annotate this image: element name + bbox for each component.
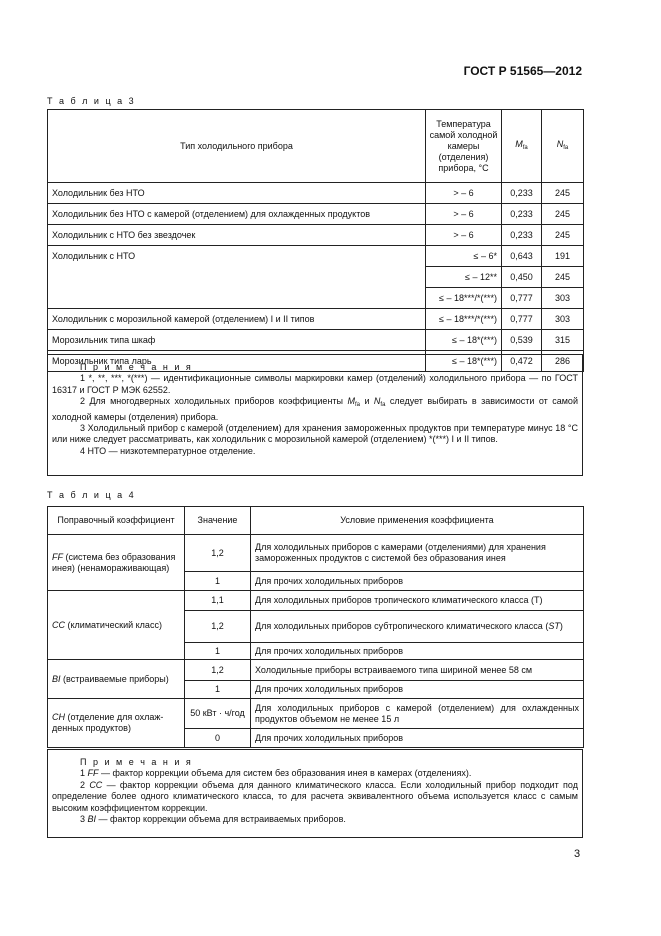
table-row <box>48 309 584 330</box>
row-value: 1 <box>185 643 251 660</box>
row-value: 1 <box>185 681 251 699</box>
row-n: 245 <box>542 204 584 225</box>
row-cond: Для прочих холодильных приборов <box>251 572 584 591</box>
row-cond: Для прочих холодильных приборов <box>251 681 584 699</box>
row-n: 303 <box>542 288 584 309</box>
row-cond: Для прочих холодильных приборов <box>251 643 584 660</box>
row-value: 50 кВт · ч/год <box>185 699 251 729</box>
row-type: Морозильник типа шкаф <box>48 330 426 351</box>
row-type: Холодильник без НТО с камерой (отделением) для охлажденных продуктов <box>48 204 426 225</box>
row-type: Холодильник с морозильной камерой (отделением) I и II типов <box>48 309 426 330</box>
table4-head-factor: Поправочный коэффициент <box>48 507 185 535</box>
row-n: 303 <box>542 309 584 330</box>
row-cond: Для холодильных приборов субтропического климатического класса (ST) <box>251 611 584 643</box>
table3-head-m: $M_{fa}$ <box>502 110 542 183</box>
row-type: Холодильник с НТО без звездочек <box>48 225 426 246</box>
row-temp: ≤ – 18***/*(***) <box>426 309 502 330</box>
row-temp: ≤ – 18*(***) <box>426 330 502 351</box>
row-n: 286 <box>542 351 584 372</box>
row-type: Холодильник с НТО <box>48 246 426 309</box>
row-value: 0 <box>185 729 251 748</box>
page-number: 3 <box>574 848 581 860</box>
row-m: 0,777 <box>502 288 542 309</box>
row-value: 1 <box>185 572 251 591</box>
row-cond: Холодильные приборы встраиваемого типа шириной менее 58 см <box>251 660 584 681</box>
note-1: 1 FF — фактор коррекции объема для систем без образования инея в камерах (отделениях). <box>80 768 472 779</box>
table-row <box>48 660 584 681</box>
table-row <box>48 330 584 351</box>
notes-title: П р и м е ч а н и я <box>80 362 193 372</box>
factor-cc: CC (климатический класс) <box>48 591 185 660</box>
table-row <box>48 535 584 572</box>
row-value: 1,2 <box>185 660 251 681</box>
note-3: 3 BI — фактор коррекции объема для встраиваемых приборов. <box>80 814 346 825</box>
table4 <box>47 506 584 748</box>
table3-head-temp: Температура самой холодной камеры (отделения) прибора, °С <box>426 110 502 183</box>
row-temp: > – 6 <box>426 183 502 204</box>
note-3: 3 Холодильный прибор с камерой (отделением) для хранения замороженных продуктов при температуре минус 18 °С или ниже следует рассматривать, как холодильник с морозильной камерой (отделением) *(***) I и II типов. <box>52 423 578 445</box>
row-n: 245 <box>542 267 584 288</box>
row-temp: ≤ – 18***/*(***) <box>426 288 502 309</box>
row-n: 315 <box>542 330 584 351</box>
row-cond: Для прочих холодильных приборов <box>251 729 584 748</box>
row-n: 191 <box>542 246 584 267</box>
table3-head-type: Тип холодильного прибора <box>48 110 426 183</box>
table-row <box>48 225 584 246</box>
row-temp: ≤ – 18*(***) <box>426 351 502 372</box>
table3-head-n: $N_{fa}$ <box>542 110 584 183</box>
table-row <box>48 204 584 225</box>
table3-header-row <box>48 110 584 183</box>
row-n: 245 <box>542 225 584 246</box>
row-m: 0,539 <box>502 330 542 351</box>
table3-notes <box>47 354 583 476</box>
notes-title: П р и м е ч а н и я <box>80 757 193 767</box>
table4-header-row <box>48 507 584 535</box>
row-temp: ≤ – 6* <box>426 246 502 267</box>
row-temp: > – 6 <box>426 225 502 246</box>
row-m: 0,643 <box>502 246 542 267</box>
row-m: 0,233 <box>502 183 542 204</box>
row-n: 245 <box>542 183 584 204</box>
row-temp: ≤ – 12** <box>426 267 502 288</box>
table4-notes <box>47 749 583 838</box>
table4-head-value: Значение <box>185 507 251 535</box>
row-type: Морозильник типа ларь <box>48 351 426 372</box>
table4-head-cond: Условие применения коэффициента <box>251 507 584 535</box>
table-row <box>48 699 584 729</box>
row-value: 1,1 <box>185 591 251 611</box>
row-m: 0,233 <box>502 225 542 246</box>
row-m: 0,233 <box>502 204 542 225</box>
note-4: 4 НТО — низкотемпературное отделение. <box>80 445 256 456</box>
row-value: 1,2 <box>185 535 251 572</box>
table-row <box>48 246 584 267</box>
table3-caption: Т а б л и ц а 3 <box>47 96 136 106</box>
row-m: 0,472 <box>502 351 542 372</box>
row-cond: Для холодильных приборов с камерами (отделениями) для хранения замороженных продуктов с системой без образования инея <box>251 535 584 572</box>
row-m: 0,450 <box>502 267 542 288</box>
row-temp: > – 6 <box>426 204 502 225</box>
table3 <box>47 109 584 372</box>
document-header: ГОСТ Р 51565—2012 <box>463 64 582 78</box>
row-cond: Для холодильных приборов тропического климатического класса (Т) <box>251 591 584 611</box>
note-2: 2 CC — фактор коррекции объема для данного климатического класса. Если холодильный прибор подходит под определение более одного климатического класса, то для расчета эквивалентного объема используется класс с самым высоким коэффициентом коррекции. <box>52 779 578 813</box>
factor-ff: FF (система без образования инея) (ненамораживающая) <box>48 535 185 591</box>
factor-ch: CH (отделение для охлажденных продуктов) <box>48 699 185 748</box>
row-type: Холодильник без НТО <box>48 183 426 204</box>
table4-caption: Т а б л и ц а 4 <box>47 490 136 500</box>
factor-bi: BI (встраиваемые приборы) <box>48 660 185 699</box>
row-value: 1,2 <box>185 611 251 643</box>
note-1: 1 *, **, ***, *(***) — идентификационные символы маркировки камер (отделений) холодильного прибора — по ГОСТ 16317 и ГОСТ Р МЭК 62552. <box>52 373 578 395</box>
row-cond: Для холодильных приборов с камерой (отделением) для охлажденных продуктов объемом не менее 15 л <box>251 699 584 729</box>
table-row <box>48 183 584 204</box>
note-2: 2 Для многодверных холодильных приборов коэффициенты $M_{fa}$ и $N_{fa}$ следует выбирать в зависимости от самой холодной камеры (отделения) прибора. <box>52 396 578 422</box>
table-row <box>48 591 584 611</box>
row-m: 0,777 <box>502 309 542 330</box>
